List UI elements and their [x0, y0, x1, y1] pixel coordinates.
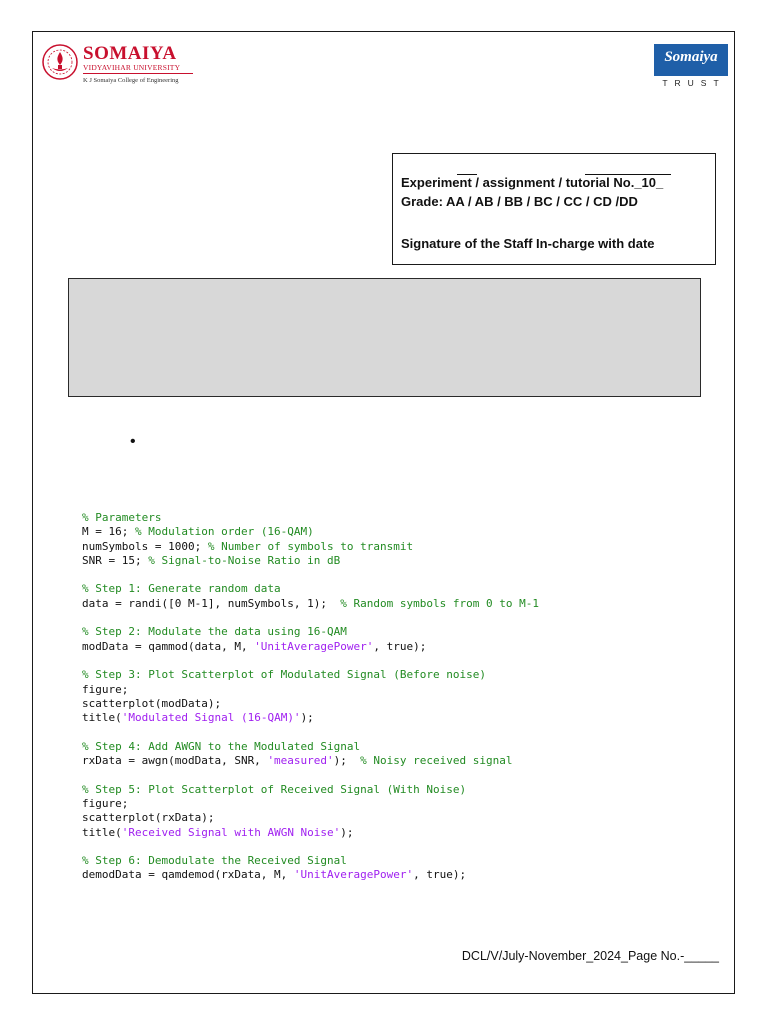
- university-seal-icon: [41, 43, 79, 81]
- code-line: [82, 754, 539, 768]
- code-text: , true);: [413, 868, 467, 882]
- matlab-code-block: [82, 511, 539, 883]
- code-string: 'measured': [267, 754, 334, 768]
- code-comment: % Modulation order (16-QAM): [134, 525, 314, 539]
- grade-options: Grade: AA / AB / BB / BC / CC / CD /DD: [401, 194, 638, 209]
- code-comment: % Step 5: Plot Scatterplot of Received Signal (With Noise): [82, 782, 467, 796]
- code-text: figure;: [82, 796, 129, 810]
- code-line: [82, 740, 539, 754]
- code-comment: % Step 6: Demodulate the Received Signal: [82, 854, 347, 868]
- code-line: [82, 768, 539, 782]
- code-comment: % Number of symbols to transmit: [207, 539, 414, 553]
- trust-script-text: Somaiya: [664, 49, 718, 65]
- code-text: SNR = 15;: [82, 553, 149, 567]
- code-comment: % Parameters: [82, 511, 162, 524]
- trust-logo-badge: [654, 44, 728, 76]
- somaiya-university-logo: [41, 43, 201, 89]
- code-line: [82, 811, 539, 825]
- code-text: data = randi([0 M-1], numSymbols, 1);: [82, 596, 341, 610]
- code-text: title(: [82, 711, 122, 725]
- code-text: );: [300, 711, 314, 725]
- code-comment: % Step 4: Add AWGN to the Modulated Signal: [82, 739, 361, 753]
- title-placeholder-box: [68, 278, 701, 397]
- page-footer: DCL/V/July-November_2024_Page No.-_____: [461, 949, 719, 963]
- code-string: 'UnitAveragePower': [254, 639, 374, 653]
- code-text: numSymbols = 1000;: [82, 539, 208, 553]
- code-text: modData = qammod(data, M,: [82, 639, 255, 653]
- code-line: [82, 826, 539, 840]
- code-comment: % Step 1: Generate random data: [82, 582, 281, 596]
- code-text: scatterplot(modData);: [82, 696, 222, 710]
- code-line: [82, 640, 539, 654]
- code-line: [82, 611, 539, 625]
- code-line: [82, 683, 539, 697]
- code-line: [82, 668, 539, 682]
- code-text: figure;: [82, 682, 129, 696]
- code-comment: % Random symbols from 0 to M-1: [340, 596, 539, 610]
- code-string: 'Received Signal with AWGN Noise': [121, 825, 341, 839]
- code-comment: % Step 3: Plot Scatterplot of Modulated Signal (Before noise): [82, 668, 486, 682]
- code-line: [82, 697, 539, 711]
- code-line: [82, 525, 539, 539]
- code-comment: % Step 2: Modulate the data using 16-QAM: [82, 625, 347, 639]
- code-string: 'UnitAveragePower': [293, 868, 414, 882]
- code-line: [82, 840, 539, 854]
- code-line: [82, 654, 539, 668]
- university-subtitle: VIDYAVIHAR UNIVERSITY: [83, 63, 181, 72]
- trust-word: TRUST: [662, 78, 726, 88]
- code-line: [82, 783, 539, 797]
- logo-divider: [83, 73, 193, 74]
- college-name: K J Somaiya College of Engineering: [83, 77, 179, 84]
- code-line: [82, 568, 539, 582]
- code-line: [82, 554, 539, 568]
- code-line: [82, 511, 539, 525]
- code-line: [82, 582, 539, 596]
- code-line: [82, 797, 539, 811]
- code-line: [82, 868, 539, 882]
- code-line: [82, 625, 539, 639]
- code-text: );: [340, 825, 354, 839]
- code-text: M = 16;: [82, 525, 135, 539]
- code-text: );: [333, 754, 361, 768]
- code-line: [82, 597, 539, 611]
- code-comment: % Signal-to-Noise Ratio in dB: [148, 553, 341, 567]
- somaiya-trust-logo: [654, 44, 728, 88]
- code-line: [82, 540, 539, 554]
- code-text: rxData = awgn(modData, SNR,: [82, 754, 268, 768]
- code-comment: % Noisy received signal: [360, 754, 513, 768]
- code-text: , true);: [373, 639, 427, 653]
- bullet-point: •: [130, 433, 136, 450]
- code-line: [82, 725, 539, 739]
- code-line: [82, 711, 539, 725]
- experiment-number: Experiment / assignment / tutorial No._10_: [401, 175, 664, 190]
- code-text: scatterplot(rxData);: [82, 811, 215, 825]
- code-text: title(: [82, 825, 122, 839]
- staff-signature-label: Signature of the Staff In-charge with date: [401, 236, 655, 251]
- code-line: [82, 854, 539, 868]
- university-name: SOMAIYA: [83, 43, 177, 64]
- code-string: 'Modulated Signal (16-QAM)': [121, 711, 301, 725]
- code-text: demodData = qamdemod(rxData, M,: [82, 868, 294, 882]
